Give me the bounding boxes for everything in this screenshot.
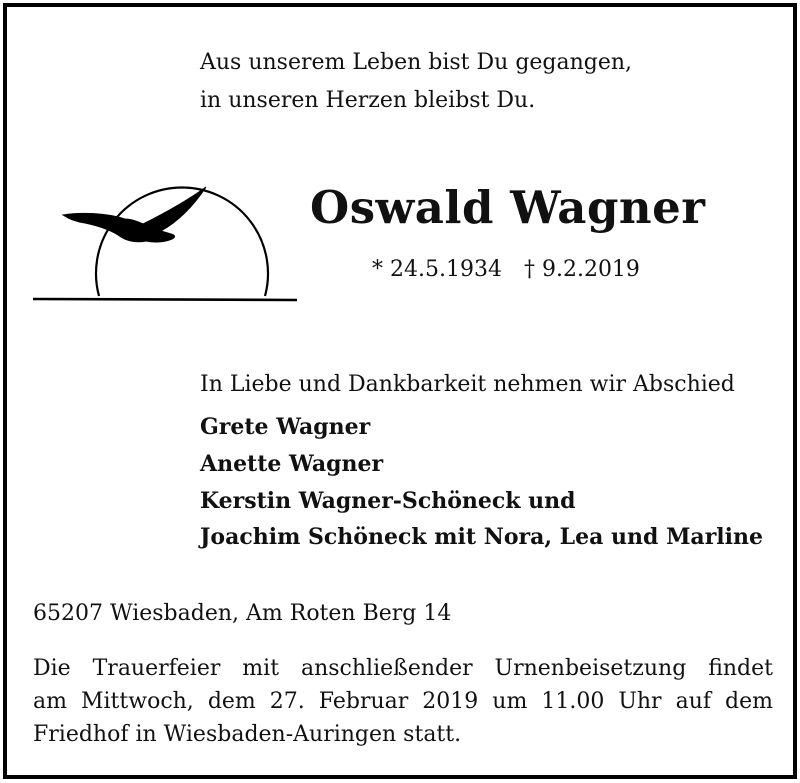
ceremony-announcement xyxy=(33,652,773,751)
mourner-name: Kerstin Wagner-Schöneck und xyxy=(200,488,576,514)
farewell-line: In Liebe und Dankbarkeit nehmen wir Abschied xyxy=(200,372,735,397)
obituary-notice xyxy=(3,3,797,779)
bird-over-setting-sun-icon xyxy=(29,171,301,307)
mourner-name: Joachim Schöneck mit Nora, Lea und Marline xyxy=(200,524,763,550)
death-date: † 9.2.2019 xyxy=(523,257,640,282)
verse-line-2: in unseren Herzen bleibst Du. xyxy=(200,88,536,113)
family-address: 65207 Wiesbaden, Am Roten Berg 14 xyxy=(33,601,452,626)
birth-date: * 24.5.1934 xyxy=(372,257,502,282)
deceased-name: Oswald Wagner xyxy=(310,181,706,234)
life-dates xyxy=(372,253,640,287)
verse-line-1: Aus unserem Leben bist Du gegangen, xyxy=(200,50,633,75)
mourner-name: Grete Wagner xyxy=(200,414,371,440)
ceremony-line-1: Die Trauerfeier mit anschließender Urnenbeisetzung findet xyxy=(33,656,773,681)
ceremony-line-3: Friedhof in Wiesbaden-Auringen statt. xyxy=(33,722,462,747)
mourner-name: Anette Wagner xyxy=(200,451,384,477)
ceremony-line-2: am Mittwoch, dem 27. Februar 2019 um 11.00 Uhr auf dem xyxy=(33,689,773,714)
